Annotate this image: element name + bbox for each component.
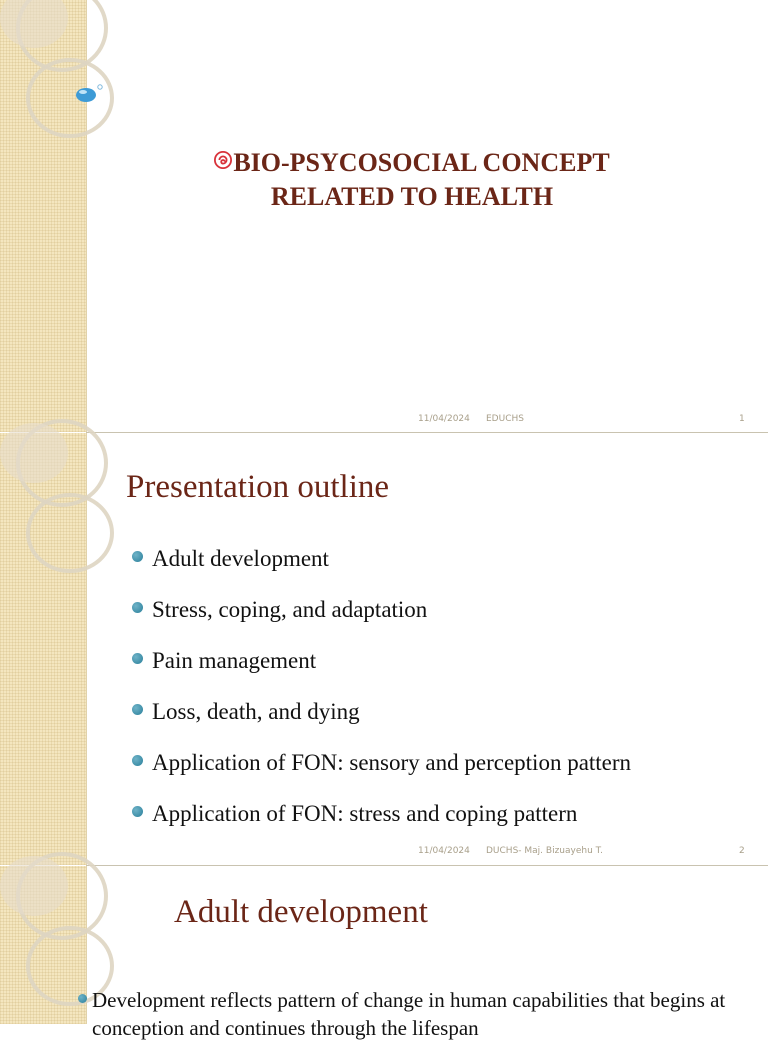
list-item: Stress, coping, and adaptation (130, 595, 631, 646)
list-item: Application of FON: stress and coping pattern (130, 799, 631, 850)
bullet-dot-icon (132, 551, 143, 562)
slide-2 (0, 433, 768, 865)
slide-3 (0, 866, 768, 1040)
swirl-decoration-icon (0, 0, 140, 160)
bullet-dot-icon (132, 653, 143, 664)
list-item: Pain management (130, 646, 631, 697)
footer-page-number: 2 (739, 846, 745, 856)
list-item: Loss, death, and dying (130, 697, 631, 748)
slide-title (110, 146, 714, 214)
list-item: Adult development (130, 544, 631, 595)
bullet-dot-icon (132, 806, 143, 817)
slide-heading: Presentation outline (126, 469, 390, 505)
slide-heading: Adult development (174, 894, 428, 930)
footer-page-number: 1 (739, 414, 745, 424)
footer-date: 11/04/2024 (418, 846, 470, 856)
bullet-dot-icon (132, 602, 143, 613)
footer-date: 11/04/2024 (418, 414, 470, 424)
title-line-2: RELATED TO HEALTH (270, 182, 554, 211)
title-line-1: BIO-PSYCOSOCIAL CONCEPT (233, 148, 610, 177)
footer-text: DUCHS- Maj. Bizuayehu T. (486, 846, 603, 856)
bullet-dot-icon (78, 994, 87, 1003)
outline-list (130, 544, 631, 850)
slide-1 (0, 0, 768, 432)
list-item: Application of FON: sensory and perception pattern (130, 748, 631, 799)
red-spiral-icon (214, 151, 232, 169)
bullet-dot-icon (132, 704, 143, 715)
bullet-dot-icon (132, 755, 143, 766)
body-paragraph: Development reflects pattern of change in human capabilities that begins at conception and continues through the lifespan (78, 986, 752, 1042)
blue-bubble-icon (76, 82, 106, 106)
swirl-decoration-icon (0, 433, 140, 593)
footer-text: EDUCHS (486, 414, 524, 424)
